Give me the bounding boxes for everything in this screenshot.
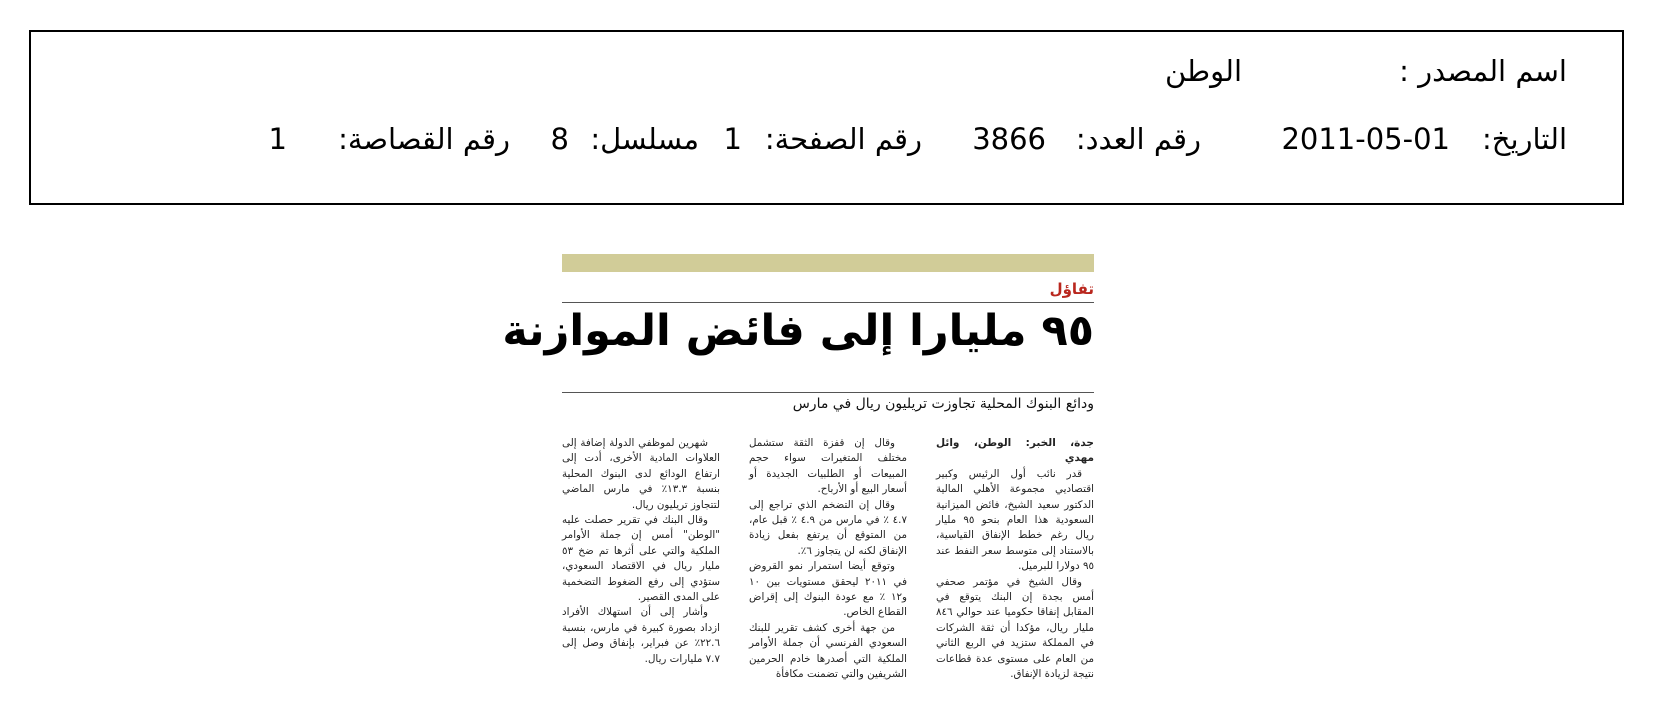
paragraph: وقال إن قفزة الثقة ستشمل مختلف المتغيرات سواء حجم المبيعات أو الطلبيات الجديدة أو أسعار البيع أو الأرباح.	[749, 437, 907, 496]
section-label: تفاؤل	[1049, 280, 1094, 298]
issue-value: 3866	[972, 122, 1046, 156]
section-divider	[562, 302, 1094, 303]
source-label: اسم المصدر :	[1399, 54, 1567, 88]
headline-divider	[562, 392, 1094, 393]
serial-value: 8	[550, 122, 569, 156]
clipping-top-bar	[562, 254, 1094, 272]
date-label: التاريخ:	[1481, 122, 1567, 156]
paragraph: من جهة أخرى كشف تقرير للبنك السعودي الفرنسي أن جملة الأوامر الملكية التي أصدرها خادم الحرمين الشريفين والتي تضمنت مكافأة	[749, 621, 907, 681]
article-headline: ٩٥ مليارا إلى فائض الموازنة	[502, 306, 1094, 356]
clip-number-value: 1	[268, 122, 287, 156]
source-value: الوطن	[1164, 54, 1242, 88]
paragraph: وتوقع أيضا استمرار نمو القروض في ٢٠١١ ليحقق مستويات بين ١٠ و١٢ ٪ مع عودة البنوك إلى إقراض القطاع الخاص.	[749, 560, 907, 619]
article-column-1	[936, 436, 1094, 683]
article-column-3	[562, 436, 720, 667]
article-column-2	[749, 436, 907, 683]
paragraph: قدر نائب أول الرئيس وكبير اقتصاديي مجموعة الأهلي المالية الدكتور سعيد الشيخ، فائض الميزانية السعودية هذا العام بنحو ٩٥ مليار ريال رغم خطط الإنفاق القياسية، بالاستناد إلى متوسط سعر النفط عند ٩٥ دولارا للبرميل.	[936, 467, 1094, 573]
page-value: 1	[723, 122, 742, 156]
paragraph: وقال البنك في تقرير حصلت عليه "الوطن" أمس إن جملة الأوامر الملكية والتي على أثرها تم ضخ ٥٣ مليار ريال في الاقتصاد السعودي، ستؤدي إلى رفع الضغوط التضخمية على المدى القصير.	[562, 514, 720, 604]
article-byline: جدة، الخبر: الوطن، وائل مهدي	[936, 437, 1094, 465]
newspaper-clipping	[502, 254, 1094, 694]
paragraph: شهرين لموظفي الدولة إضافة إلى العلاوات المادية الأخرى، أدت إلى ارتفاع الودائع لدى البنوك المحلية بنسبة ١٣.٣٪ في مارس الماضي لتتجاوز تريليون ريال.	[562, 437, 721, 511]
paragraph: وأشار إلى أن استهلاك الأفراد ازداد بصورة كبيرة في مارس، بنسبة ٢٢.٦٪ عن فبراير، بإنفاق وصل إلى ٧.٧ مليارات ريال.	[562, 606, 720, 665]
page-label: رقم الصفحة:	[764, 122, 922, 156]
serial-label: مسلسل:	[590, 122, 699, 156]
paragraph: وقال إن التضخم الذي تراجع إلى ٤.٧ ٪ في مارس من ٤.٩ ٪ قبل عام، من المتوقع أن يرتفع بفعل زيادة الإنفاق لكنه لن يتجاوز ٦٪.	[749, 498, 907, 557]
clipping-header-box	[29, 30, 1624, 205]
issue-label: رقم العدد:	[1075, 122, 1201, 156]
clip-number-label: رقم القصاصة:	[338, 122, 510, 156]
article-subheadline: ودائع البنوك المحلية تجاوزت تريليون ريال في مارس	[792, 396, 1094, 412]
paragraph: وقال الشيخ في مؤتمر صحفي أمس بجدة إن البنك يتوقع في المقابل إنفاقا حكوميا عند حوالي ٨٤٦ مليار ريال، مؤكدا أن ثقة الشركات في المملكة ستزيد في الربع الثاني من العام على مستوى عدة قطاعات نتيجة لزيادة الإنفاق.	[936, 575, 1094, 681]
date-value: 2011-05-01	[1281, 122, 1450, 156]
